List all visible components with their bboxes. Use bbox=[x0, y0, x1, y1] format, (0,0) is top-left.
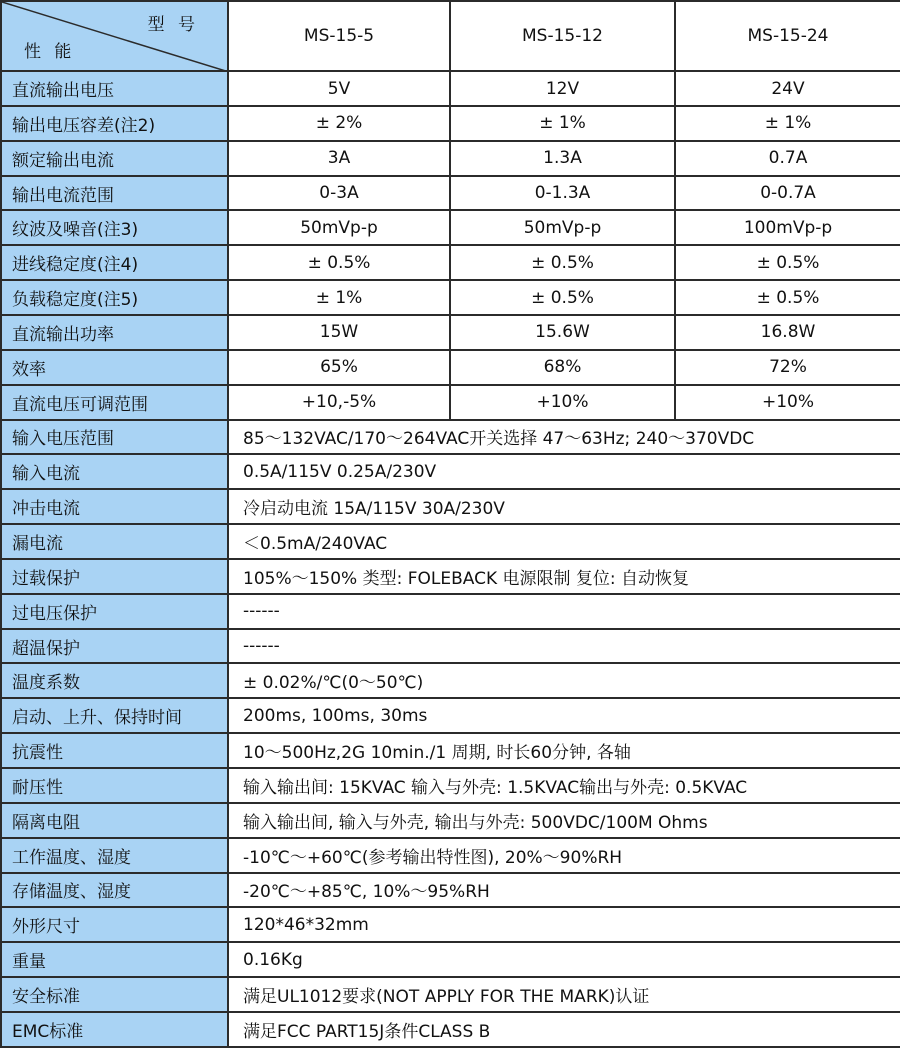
spec-value: ± 0.5% bbox=[675, 245, 900, 280]
spec-label: 安全标准 bbox=[1, 977, 228, 1012]
spec-value: 满足FCC PART15J条件CLASS B bbox=[228, 1012, 900, 1047]
spec-row bbox=[1, 524, 900, 559]
spec-value: ± 1% bbox=[450, 106, 675, 141]
spec-value: 满足UL1012要求(NOT APPLY FOR THE MARK)认证 bbox=[228, 977, 900, 1012]
spec-value: ------ bbox=[228, 629, 900, 664]
spec-label: 工作温度、湿度 bbox=[1, 838, 228, 873]
model-label: 型 号 bbox=[147, 15, 199, 35]
spec-label: 超温保护 bbox=[1, 629, 228, 664]
spec-label: 效率 bbox=[1, 350, 228, 385]
spec-value: 0.5A/115V 0.25A/230V bbox=[228, 454, 900, 489]
spec-row bbox=[1, 245, 900, 280]
spec-label: 负载稳定度(注5) bbox=[1, 280, 228, 315]
spec-row bbox=[1, 942, 900, 977]
spec-value: 100mVp-p bbox=[675, 210, 900, 245]
spec-value: 0-0.7A bbox=[675, 176, 900, 211]
corner-header-cell bbox=[1, 1, 228, 71]
spec-row bbox=[1, 977, 900, 1012]
spec-row bbox=[1, 315, 900, 350]
spec-value: 68% bbox=[450, 350, 675, 385]
spec-label: 直流电压可调范围 bbox=[1, 385, 228, 420]
spec-value: 输入输出间, 输入与外壳, 输出与外壳: 500VDC/100M Ohms bbox=[228, 803, 900, 838]
spec-row bbox=[1, 907, 900, 942]
spec-value: ＜0.5mA/240VAC bbox=[228, 524, 900, 559]
performance-label: 性 能 bbox=[24, 42, 76, 63]
spec-value: +10% bbox=[450, 385, 675, 420]
spec-value: ± 0.5% bbox=[450, 280, 675, 315]
spec-label: 冲击电流 bbox=[1, 489, 228, 524]
spec-value: 5V bbox=[228, 71, 450, 106]
spec-value: -10℃～+60℃(参考输出特性图), 20%～90%RH bbox=[228, 838, 900, 873]
spec-row bbox=[1, 385, 900, 420]
spec-value: 24V bbox=[675, 71, 900, 106]
spec-value: +10% bbox=[675, 385, 900, 420]
spec-row bbox=[1, 629, 900, 664]
spec-value: 1.3A bbox=[450, 141, 675, 176]
spec-value: 50mVp-p bbox=[228, 210, 450, 245]
spec-row bbox=[1, 176, 900, 211]
spec-label: 启动、上升、保持时间 bbox=[1, 698, 228, 733]
spec-row bbox=[1, 663, 900, 698]
spec-value: 3A bbox=[228, 141, 450, 176]
spec-row bbox=[1, 768, 900, 803]
spec-label: 存储温度、湿度 bbox=[1, 873, 228, 908]
spec-value: 0-3A bbox=[228, 176, 450, 211]
spec-row bbox=[1, 733, 900, 768]
spec-value: 200ms, 100ms, 30ms bbox=[228, 698, 900, 733]
spec-value: 12V bbox=[450, 71, 675, 106]
spec-value: 10～500Hz,2G 10min./1 周期, 时长60分钟, 各轴 bbox=[228, 733, 900, 768]
spec-label: 重量 bbox=[1, 942, 228, 977]
spec-value: 15W bbox=[228, 315, 450, 350]
spec-value: ------ bbox=[228, 594, 900, 629]
spec-row bbox=[1, 1012, 900, 1047]
spec-row bbox=[1, 594, 900, 629]
spec-label: 抗震性 bbox=[1, 733, 228, 768]
spec-value: -20℃～+85℃, 10%～95%RH bbox=[228, 873, 900, 908]
spec-label: 漏电流 bbox=[1, 524, 228, 559]
spec-table-body bbox=[1, 1, 900, 1047]
spec-value: ± 0.5% bbox=[450, 245, 675, 280]
spec-value: ± 0.02%/℃(0～50℃) bbox=[228, 663, 900, 698]
spec-row bbox=[1, 350, 900, 385]
spec-label: 直流输出功率 bbox=[1, 315, 228, 350]
spec-value: 50mVp-p bbox=[450, 210, 675, 245]
spec-label: 外形尺寸 bbox=[1, 907, 228, 942]
spec-row bbox=[1, 280, 900, 315]
spec-row bbox=[1, 71, 900, 106]
spec-value: 冷启动电流 15A/115V 30A/230V bbox=[228, 489, 900, 524]
spec-row bbox=[1, 873, 900, 908]
spec-row bbox=[1, 698, 900, 733]
spec-value: 105%～150% 类型: FOLEBACK 电源限制 复位: 自动恢复 bbox=[228, 559, 900, 594]
spec-label: 输入电流 bbox=[1, 454, 228, 489]
spec-value: 输入输出间: 15KVAC 输入与外壳: 1.5KVAC输出与外壳: 0.5KVAC bbox=[228, 768, 900, 803]
spec-row bbox=[1, 454, 900, 489]
spec-row bbox=[1, 210, 900, 245]
spec-value: 16.8W bbox=[675, 315, 900, 350]
spec-value: ± 1% bbox=[228, 280, 450, 315]
spec-label: 输出电压容差(注2) bbox=[1, 106, 228, 141]
spec-value: 0-1.3A bbox=[450, 176, 675, 211]
spec-label: 温度系数 bbox=[1, 663, 228, 698]
spec-value: +10,-5% bbox=[228, 385, 450, 420]
spec-value: 72% bbox=[675, 350, 900, 385]
spec-row bbox=[1, 106, 900, 141]
spec-label: 隔离电阻 bbox=[1, 803, 228, 838]
spec-value: ± 1% bbox=[675, 106, 900, 141]
spec-value: 65% bbox=[228, 350, 450, 385]
spec-label: 过载保护 bbox=[1, 559, 228, 594]
spec-value: ± 2% bbox=[228, 106, 450, 141]
spec-label: 纹波及噪音(注3) bbox=[1, 210, 228, 245]
spec-value: ± 0.5% bbox=[228, 245, 450, 280]
spec-label: 输出电流范围 bbox=[1, 176, 228, 211]
spec-value: 0.7A bbox=[675, 141, 900, 176]
spec-label: 额定输出电流 bbox=[1, 141, 228, 176]
spec-label: 输入电压范围 bbox=[1, 420, 228, 455]
spec-label: 耐压性 bbox=[1, 768, 228, 803]
model-header-3: MS-15-24 bbox=[675, 1, 900, 71]
spec-label: 直流输出电压 bbox=[1, 71, 228, 106]
spec-label: 进线稳定度(注4) bbox=[1, 245, 228, 280]
spec-row bbox=[1, 141, 900, 176]
spec-row bbox=[1, 489, 900, 524]
spec-row bbox=[1, 559, 900, 594]
spec-row bbox=[1, 803, 900, 838]
spec-value: 0.16Kg bbox=[228, 942, 900, 977]
spec-label: 过电压保护 bbox=[1, 594, 228, 629]
spec-row bbox=[1, 838, 900, 873]
spec-value: 85～132VAC/170～264VAC开关选择 47～63Hz; 240～370VDC bbox=[228, 420, 900, 455]
spec-label: EMC标准 bbox=[1, 1012, 228, 1047]
spec-value: ± 0.5% bbox=[675, 280, 900, 315]
model-header-1: MS-15-5 bbox=[228, 1, 450, 71]
model-header-2: MS-15-12 bbox=[450, 1, 675, 71]
spec-row bbox=[1, 420, 900, 455]
spec-value: 15.6W bbox=[450, 315, 675, 350]
header-row bbox=[1, 1, 900, 71]
spec-value: 120*46*32mm bbox=[228, 907, 900, 942]
